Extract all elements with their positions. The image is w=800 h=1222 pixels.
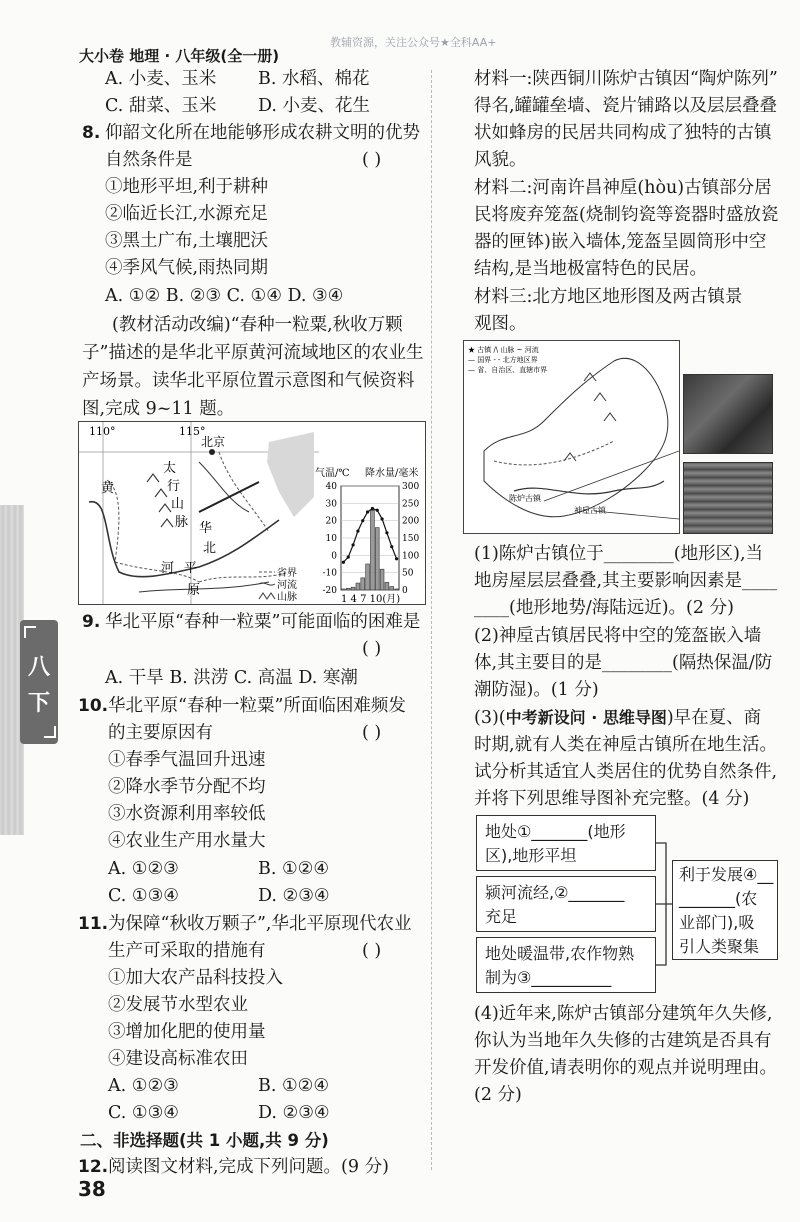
temp-point <box>356 529 359 532</box>
precip-bar <box>371 510 375 590</box>
material-2-line-2: 民将废弃笼盔(烧制钧瓷等瓷器时盛放瓷 <box>474 205 779 225</box>
temp-tick-label: 40 <box>325 482 337 492</box>
intro-line-4: 图,完成 9~11 题。 <box>82 399 235 419</box>
sq1-line-1: (1)陈炉古镇位于________(地形区),当 <box>474 544 764 564</box>
temp-point <box>380 517 383 520</box>
q11-item-4: ④建设高标准农田 <box>108 1049 248 1069</box>
q9-number: 9. <box>82 612 101 632</box>
watermark: 教辅资源，关注公众号★全科AA+ <box>330 36 497 49</box>
material-2-line-4: 结构,是当地极富特色的民居。 <box>474 259 708 279</box>
q8-item-1: ①地形平坦,利于耕种 <box>105 177 269 197</box>
precip-bar <box>395 589 399 590</box>
temp-tick-label: -10 <box>322 568 337 579</box>
q10-item-1: ①春季气温回升迅速 <box>108 750 266 770</box>
sq3-suffix: )早在夏、商 <box>666 708 762 728</box>
q8-answer-paren: ( ) <box>362 150 382 170</box>
precip-bar <box>390 587 394 590</box>
legend-river: 河流 <box>277 580 297 591</box>
q7-option-c: C. 甜菜、玉米 <box>105 96 217 116</box>
precip-axis-label: 降水量/毫米 <box>365 468 419 479</box>
temp-point <box>347 555 350 558</box>
he-char: 河 <box>161 561 175 576</box>
precip-bar <box>385 582 389 590</box>
shenhou-town-photo <box>683 462 773 534</box>
material-1-line-1: 材料一:陕西铜川陈炉古镇因“陶炉陈列” <box>474 69 778 89</box>
ping-char: 平 <box>184 561 198 576</box>
mind-box-terrain-line-2: 区),地形平坦 <box>485 846 577 865</box>
sq2-line-1: (2)神垕古镇居民将中空的笼盔嵌入墙 <box>474 626 762 646</box>
temp-point <box>351 543 354 546</box>
hua-char: 华 <box>199 521 213 536</box>
mind-result-line-2: _______(农 <box>679 889 758 908</box>
tab-line-1: 八 <box>27 654 50 680</box>
map-north-border <box>494 441 614 465</box>
q10-number: 10. <box>78 696 109 716</box>
q10-item-2: ②降水季节分配不均 <box>108 777 266 797</box>
sq2-line-2: 体,其主要目的是________(隔热保温/防 <box>474 653 773 673</box>
precip-tick-label: 100 <box>402 551 420 562</box>
temp-tick-label: -20 <box>322 586 337 596</box>
north-china-plain-figure <box>78 421 426 605</box>
book-title: 大小卷 地理 · 八年级(全一册) <box>79 47 280 65</box>
mind-result-line-3: 业部门),吸 <box>679 913 755 932</box>
precip-bar <box>380 569 384 590</box>
material-1-line-2: 得名,罐罐垒墙、瓷片铺路以及层层叠叠 <box>474 96 778 116</box>
precip-bar <box>346 588 350 590</box>
section-2-heading: 二、非选择题(共 1 小题,共 9 分) <box>80 1131 329 1150</box>
mind-result-line-4: 引人类聚集 <box>679 937 760 956</box>
q9-options: A. 干旱 B. 洪涝 C. 高温 D. 寒潮 <box>105 668 358 688</box>
taihang-char-3: 山 <box>171 497 185 512</box>
pointer-lines <box>544 451 679 519</box>
material-1-line-3: 状如蜂房的民居共同构成了独特的古镇 <box>474 123 772 143</box>
sq4-line-2: 你认为当地年久失修的古建筑是否具有 <box>474 1031 772 1051</box>
legend-border: 省界 <box>277 568 297 579</box>
q7-option-d: D. 小麦、花生 <box>258 96 371 116</box>
sq4-line-3: 开发价值,请表明你的观点并说明理由。 <box>474 1058 778 1078</box>
town-2-label: 神垕古镇 <box>574 506 606 515</box>
q8-item-3: ③黑土广布,土壤肥沃 <box>105 231 269 251</box>
temp-point <box>376 509 379 512</box>
map-legend-1: ★ 古镇 /\ 山脉 ~ 河流 <box>468 346 539 354</box>
town-1-label: 陈炉古镇 <box>509 494 541 503</box>
sq4-line-1: (4)近年来,陈炉古镇部分建筑年久失修, <box>474 1004 773 1024</box>
map-legend-3: — 省、自治区、直辖市界 <box>468 366 548 374</box>
material-2-line-1: 材料二:河南许昌神垕(hòu)古镇部分居 <box>474 178 772 198</box>
precip-tick-label: 150 <box>402 534 420 544</box>
precip-bar <box>342 589 346 590</box>
q11-answer-paren: ( ) <box>362 941 382 961</box>
material-2-line-3: 器的匣钵)嵌入墙体,笼盔呈圆筒形中空 <box>474 232 767 252</box>
mind-box-result <box>672 860 778 960</box>
temp-point <box>361 519 364 522</box>
temp-line <box>343 509 396 563</box>
temp-tick-label: 20 <box>325 516 337 527</box>
mind-box-water-line-2: 充足 <box>485 907 518 926</box>
legend-river-line <box>259 583 275 585</box>
beijing-point <box>209 449 215 455</box>
precip-bar <box>361 578 365 590</box>
q12-stem: 阅读图文材料,完成下列问题。(9 分) <box>108 1157 389 1177</box>
precip-tick-label: 50 <box>402 568 414 579</box>
q8-stem-2: 自然条件是 <box>105 150 193 170</box>
q10-stem: 华北平原“春种一粒粟”所面临困难频发 <box>108 696 406 716</box>
q11-option-b: B. ①②④ <box>258 1076 330 1096</box>
q10-item-4: ④农业生产用水量大 <box>108 831 266 851</box>
north-map-svg <box>464 341 679 533</box>
grade-side-tab <box>20 620 58 744</box>
legend-mountain: 山脉 <box>277 592 297 603</box>
precip-bar <box>366 564 370 590</box>
mind-box-climate-line-2: 制为③__________ <box>485 968 612 987</box>
q12-number: 12. <box>78 1157 109 1177</box>
tab-bracket-top <box>24 626 36 638</box>
lon-110-label: 110° <box>89 425 116 438</box>
mind-box-climate-line-1: 地处暖温带,农作物熟 <box>485 944 635 963</box>
map-river <box>514 481 664 494</box>
q7-option-b: B. 水稻、棉花 <box>258 69 370 89</box>
tab-bracket-bottom <box>44 726 56 738</box>
temp-point <box>385 531 388 534</box>
intro-line-2: 子”描述的是华北平原黄河流域地区的农业生 <box>82 343 424 363</box>
temp-point <box>366 510 369 513</box>
q10-option-b: B. ①②④ <box>258 859 330 879</box>
huang-label: 黄 <box>101 481 115 496</box>
month-axis-label: 1 4 7 10(月) <box>341 594 401 604</box>
mind-box-climate <box>476 937 656 993</box>
sq3-prefix: (3)( <box>474 708 506 728</box>
q10-stem-2: 的主要原因有 <box>108 723 213 743</box>
temp-axis-label: 气温/℃ <box>315 468 350 479</box>
precip-tick-label: 300 <box>402 482 420 492</box>
north-region-map <box>463 340 680 534</box>
sq4-line-4: (2 分) <box>474 1085 522 1105</box>
tab-line-2: 下 <box>27 690 50 716</box>
sq3-line-2: 时期,就有人类在神垕古镇所在地生活。 <box>474 735 778 755</box>
q11-item-1: ①加大农产品科技投入 <box>108 968 283 988</box>
precip-bar <box>356 583 360 590</box>
province-borders <box>107 452 289 582</box>
precip-bar <box>375 528 379 590</box>
intro-line-3: 产场景。读华北平原位置示意图和气候资料 <box>82 371 415 391</box>
sq2-line-3: 潮防湿)。(1 分) <box>474 680 599 700</box>
sq3-tag: 中考新设问 · 思维导图 <box>505 708 667 727</box>
mind-box-terrain-line-1: 地处①_______(地形 <box>485 822 626 841</box>
q10-option-c: C. ①③④ <box>108 886 179 906</box>
precip-tick-label: 200 <box>402 516 420 527</box>
taihang-char-4: 脉 <box>175 515 189 530</box>
temp-point <box>390 545 393 548</box>
mind-result-line-1: 利于发展④__ <box>679 865 774 884</box>
bei-char: 北 <box>203 541 217 556</box>
q10-option-d: D. ②③④ <box>258 886 330 906</box>
sq3-line-4: 并将下列思维导图补充完整。(4 分) <box>474 789 750 809</box>
sq1-line-3: ____(地形地势/海陆远近)。(2 分) <box>474 598 734 618</box>
temp-tick-label: 30 <box>325 499 337 510</box>
q11-stem: 为保障“秋收万颗子”,华北平原现代农业 <box>108 914 412 934</box>
q9-stem: 华北平原“春种一粒粟”可能面临的困难是 <box>105 612 421 632</box>
yuan-char: 原 <box>187 583 201 598</box>
q11-number: 11. <box>78 914 109 934</box>
precip-tick-label: 0 <box>402 586 408 596</box>
mind-box-water-line-1: 颍河流经,②_______ <box>485 883 625 902</box>
precip-tick-label: 250 <box>402 499 420 510</box>
q7-option-a: A. 小麦、玉米 <box>105 69 217 89</box>
lon-115-label: 115° <box>179 425 206 438</box>
temp-tick-label: 0 <box>331 551 337 562</box>
q11-item-3: ③增加化肥的使用量 <box>108 1022 266 1042</box>
q8-item-4: ④季风气候,雨热同期 <box>105 258 269 278</box>
q8-options: A. ①② B. ②③ C. ①④ D. ③④ <box>105 286 344 306</box>
q10-option-a: A. ①②③ <box>108 859 179 879</box>
q10-answer-paren: ( ) <box>362 723 382 743</box>
map-svg <box>79 422 425 604</box>
mind-box-terrain <box>476 815 656 871</box>
q8-number: 8. <box>82 123 101 143</box>
chenlu-town-photo <box>683 374 773 454</box>
q11-option-c: C. ①③④ <box>108 1103 179 1123</box>
legend-mountain-line <box>259 593 275 599</box>
sq3-line-3: 试分析其适宜人类居住的优势自然条件, <box>474 762 778 782</box>
map-legend-2: — 国界 - - 北方地区界 <box>468 356 538 364</box>
q10-item-3: ③水资源利用率较低 <box>108 804 266 824</box>
q11-item-2: ②发展节水型农业 <box>108 995 248 1015</box>
q8-stem: 仰韶文化所在地能够形成农耕文明的优势 <box>105 123 420 143</box>
material-3-line-1: 材料三:北方地区地形图及两古镇景 <box>474 287 743 307</box>
climate-chart <box>315 466 419 604</box>
sq1-line-2: 地房屋层层叠叠,其主要影响因素是____ <box>474 571 778 591</box>
column-divider <box>431 70 432 1170</box>
temp-point <box>395 557 398 560</box>
beijing-label: 北京 <box>201 435 226 449</box>
temp-point <box>342 561 345 564</box>
precip-bar <box>351 587 355 590</box>
page-number: 38 <box>78 1177 106 1201</box>
mind-box-water <box>476 876 656 932</box>
rail-line <box>199 482 259 512</box>
q11-option-d: D. ②③④ <box>258 1103 330 1123</box>
temp-tick-label: 10 <box>325 534 337 544</box>
q9-answer-paren: ( ) <box>362 639 382 659</box>
sea-area <box>267 432 314 517</box>
temp-point <box>371 507 374 510</box>
sq3-line-1 <box>474 705 761 731</box>
q11-option-a: A. ①②③ <box>108 1076 179 1096</box>
q8-item-2: ②临近长江,水源充足 <box>105 204 269 224</box>
taihang-char-1: 太 <box>163 461 177 476</box>
material-1-line-4: 风貌。 <box>474 150 527 170</box>
map-mountains <box>564 373 616 461</box>
material-3-line-2: 观图。 <box>474 314 527 334</box>
intro-line-1: (教材活动改编)“春种一粒粟,秋收万颗 <box>112 315 403 335</box>
taihang-char-2: 行 <box>167 479 181 494</box>
q11-stem-2: 生产可采取的措施有 <box>108 941 266 961</box>
